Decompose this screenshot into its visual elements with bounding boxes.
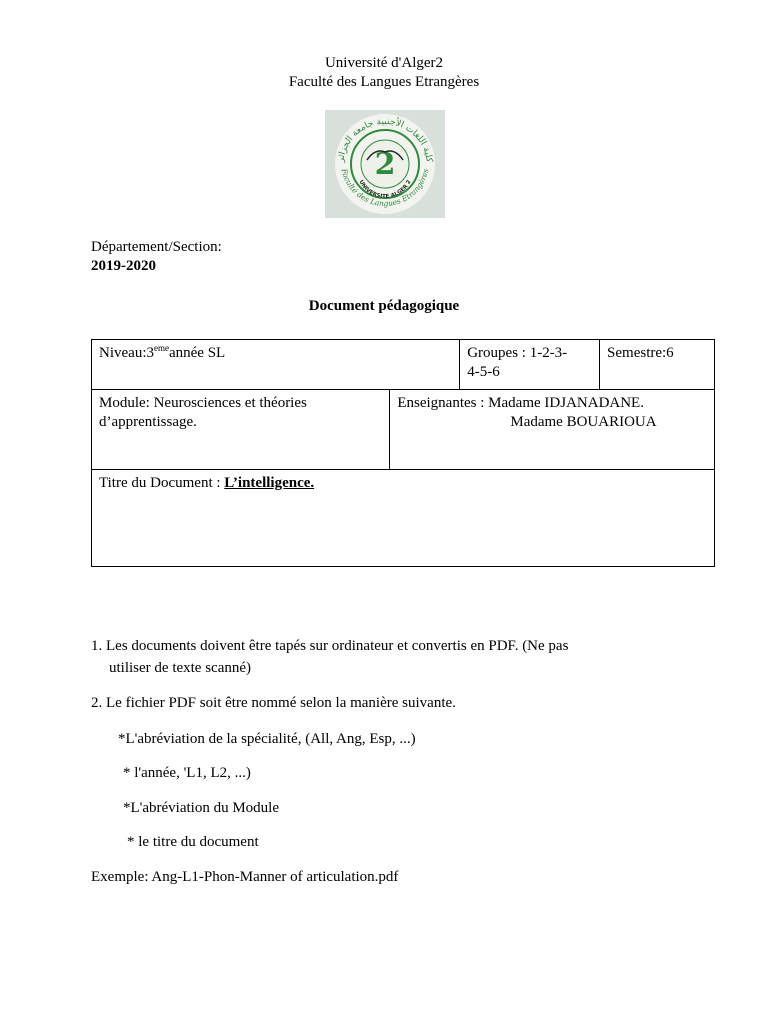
enseignantes-cell: Enseignantes : Madame IDJANADANE. Madame BOUARIOUA — [390, 390, 715, 470]
table-row — [92, 390, 715, 470]
department-label: Département/Section: — [91, 239, 222, 255]
instruction-sub-4: * le titre du document — [127, 834, 259, 850]
instruction-item-2: 2. Le fichier PDF soit être nommé selon la manière suivante. — [91, 695, 456, 711]
groupes-cell: Groupes : 1-2-3- 4-5-6 — [460, 340, 600, 390]
semestre-cell: Semestre:6 — [600, 340, 715, 390]
logo-ring-text: UNIVERSITE ALGER 2 — [357, 179, 413, 201]
table-row — [92, 470, 715, 567]
instruction-sub-2: * l'année, 'L1, L2, ...) — [123, 765, 251, 781]
document-title: L’intelligence. — [224, 475, 315, 491]
logo-arabic-text: كلية اللغات الأجنبية جامعة الجزائر — [336, 116, 434, 163]
logo-bottom-text: Faculté des Langues Etrangères — [339, 167, 431, 209]
logo-emblem-icon — [325, 110, 445, 218]
titre-cell: Titre du Document : L’intelligence. — [92, 470, 715, 567]
document-info-table — [91, 339, 715, 567]
academic-year: 2019-2020 — [91, 258, 156, 274]
instruction-item-1-cont: utiliser de texte scanné) — [109, 660, 252, 676]
university-name: Université d'Alger2 — [324, 55, 444, 71]
niveau-cell: Niveau:3emeannée SL — [92, 340, 460, 390]
instruction-sub-3: *L'abréviation du Module — [123, 800, 279, 816]
instruction-sub-1: *L'abréviation de la spécialité, (All, Ang, Esp, ...) — [118, 731, 416, 747]
university-logo — [325, 110, 445, 218]
module-cell: Module: Neurosciences et théories d’apprentissage. — [92, 390, 390, 470]
logo-numeral: 2 — [374, 147, 396, 182]
instruction-example: Exemple: Ang-L1-Phon-Manner of articulation.pdf — [91, 869, 399, 885]
faculty-name: Faculté des Langues Etrangères — [288, 74, 480, 90]
header — [0, 54, 768, 92]
table-row — [92, 340, 715, 390]
document-heading: Document pédagogique — [308, 298, 460, 314]
meta-block — [91, 238, 222, 276]
instruction-item-1: 1. Les documents doivent être tapés sur ordinateur et convertis en PDF. (Ne pas — [91, 638, 569, 654]
